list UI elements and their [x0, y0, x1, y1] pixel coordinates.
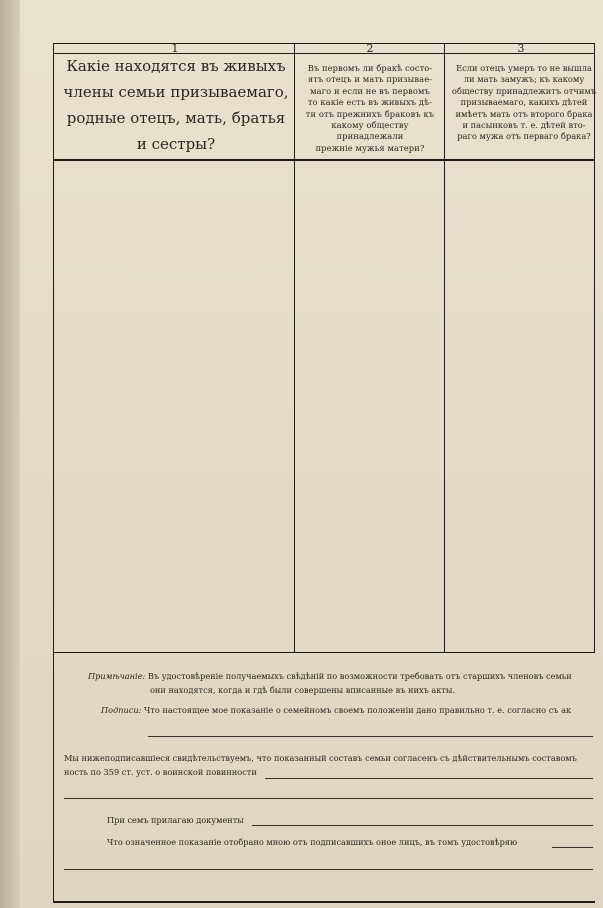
column-divider-1 — [294, 43, 295, 653]
documents-line: При семъ прилагаю документы — [107, 815, 244, 825]
documents-blank-1[interactable] — [252, 825, 593, 826]
signatures-line: Подписи: Что настоящее мое показаніе о семейномъ своемъ положеніи дано правильно т. е. согласно съ ак — [101, 705, 572, 715]
header-row-divider — [53, 159, 595, 161]
certification-blank-2[interactable] — [64, 869, 593, 870]
page-fold-shadow — [0, 0, 20, 908]
note-label: Примѣчаніе: — [88, 671, 146, 681]
note-line-1: Примѣчаніе: Въ удостовѣреніе получаемыхъ свѣдѣній по возможности требовать отъ старшихъ членовъ семьи — [88, 671, 572, 681]
footer-left-border — [53, 651, 54, 903]
column-number-2: 2 — [366, 42, 374, 55]
witness-line-2: ность по 359 ст. уст. о воинской повинности — [64, 767, 257, 777]
witness-blank-2[interactable] — [64, 798, 593, 799]
column-number-3: 3 — [517, 42, 525, 55]
note-line-2: они находятся, когда и гдѣ были совершены вписанные въ нихъ акты. — [150, 685, 456, 695]
column-number-1: 1 — [171, 42, 179, 55]
witness-line-1: Мы нижеподписавшіеся свидѣтельствуемъ, что показанный составъ семьи согласенъ съ дѣйствительнымъ составомъ — [64, 753, 577, 763]
column-2-header: Въ первомъ ли бракѣ состо- ятъ отецъ и мать призывае- маго и если не въ первомъ то какіе есть въ живыхъ дѣ- ти отъ прежнихъ браковъ къ какому обществу принадлежали прежніе мужья матери? — [305, 63, 435, 153]
certification-blank-1[interactable] — [552, 847, 593, 848]
column-divider-2 — [444, 43, 445, 653]
bottom-border — [53, 901, 595, 903]
column-1-header: Какіе находятся въ живыхъ члены семьи призываемаго, родные отецъ, мать, братья и сестры? — [63, 57, 289, 153]
certification-line: Что означенное показаніе отобрано мною отъ подписавшихъ оное лицъ, въ томъ удостовѣряю — [107, 837, 518, 847]
signature-blank-1[interactable] — [148, 736, 593, 737]
witness-blank-1[interactable] — [265, 778, 593, 779]
signatures-label: Подписи: — [101, 705, 142, 715]
column-3-header: Если отецъ умеръ то не вышла ли мать замужъ; къ какому обществу принадлежитъ отчимъ призываемаго, какихъ дѣтей имѣетъ мать отъ второго брака и пасынковъ т. е. дѣтей вто- раго мужа отъ перваго брака? — [451, 63, 597, 142]
